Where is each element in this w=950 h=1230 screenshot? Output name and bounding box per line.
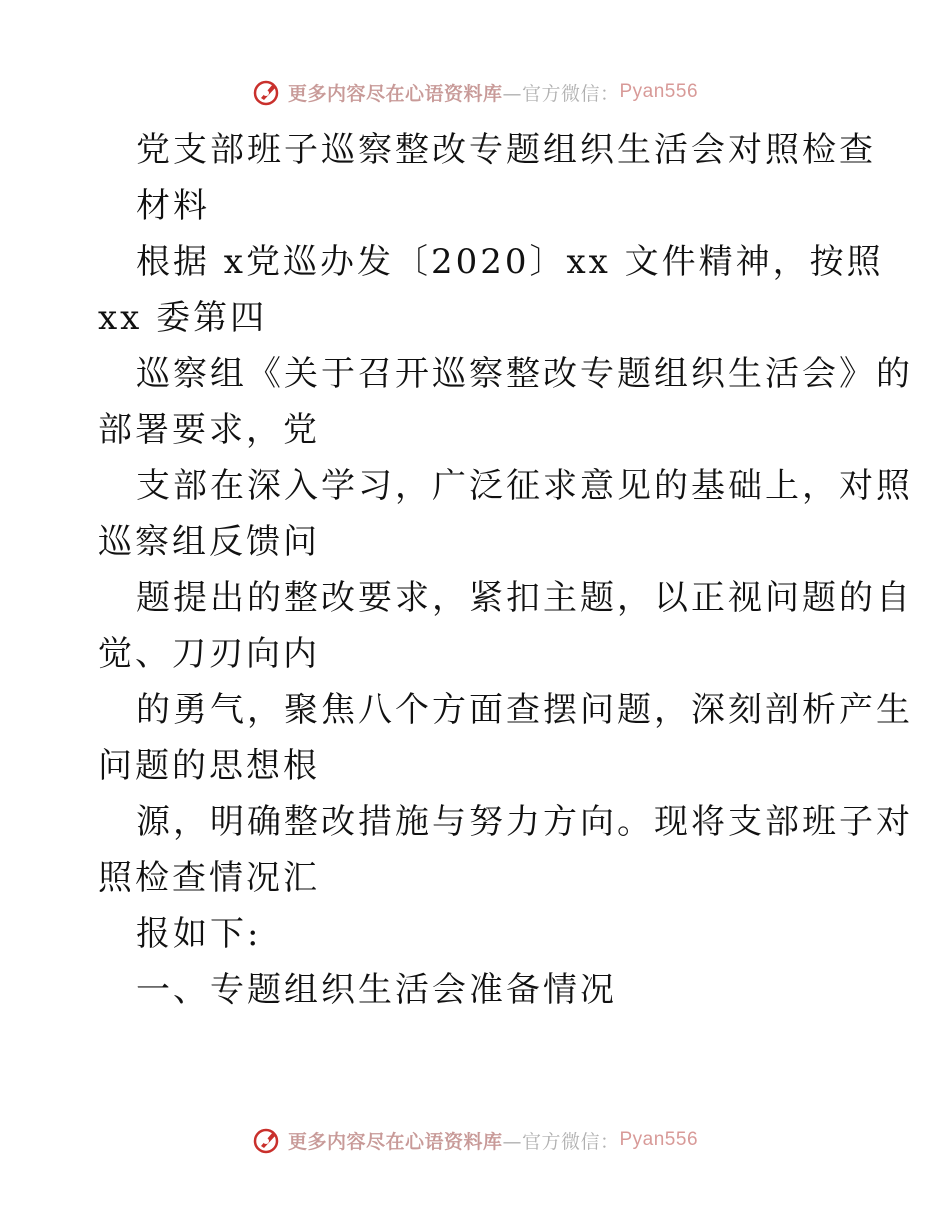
document-line: 源，明确整改措施与努力方向。现将支部班子对 <box>136 802 913 842</box>
document-line: 党支部班子巡察整改专题组织生活会对照检查 <box>136 130 876 170</box>
document-line: 问题的思想根 <box>98 746 320 786</box>
watermark-text-wechat-label: —官方微信： <box>502 82 620 105</box>
document-line: 巡察组《关于召开巡察整改专题组织生活会》的 <box>136 354 913 394</box>
document-line: 觉、刀刃向内 <box>98 634 320 674</box>
pen-circle-icon <box>252 77 282 107</box>
pen-circle-icon <box>252 1125 282 1155</box>
document-line: 巡察组反馈问 <box>98 522 320 562</box>
document-line: 支部在深入学习，广泛征求意见的基础上，对照 <box>136 466 913 506</box>
document-line: 部署要求，党 <box>98 410 320 450</box>
document-line: 题提出的整改要求，紧扣主题，以正视问题的自 <box>136 578 913 618</box>
watermark-banner-bottom <box>0 1120 950 1160</box>
document-line: 报如下: <box>136 914 262 954</box>
watermark-text-site: 更多内容尽在心语资料库 <box>287 82 503 105</box>
document-line: 照检查情况汇 <box>98 858 320 898</box>
document-line: 根据 x党巡办发〔2020〕xx 文件精神，按照 <box>136 242 884 282</box>
watermark-text-wechat-id: Pyan556 <box>619 81 699 102</box>
watermark-text-site: 更多内容尽在心语资料库 <box>287 1130 503 1153</box>
document-line: 材料 <box>136 186 210 226</box>
document-line: 一、专题组织生活会准备情况 <box>136 970 617 1010</box>
document-line: xx 委第四 <box>98 298 268 338</box>
document-line: 的勇气，聚焦八个方面查摆问题，深刻剖析产生 <box>136 690 913 730</box>
document-body <box>98 122 913 1018</box>
watermark-text-wechat-id: Pyan556 <box>619 1129 699 1150</box>
watermark-text-wechat-label: —官方微信： <box>502 1130 620 1153</box>
watermark-banner-top <box>0 72 950 112</box>
